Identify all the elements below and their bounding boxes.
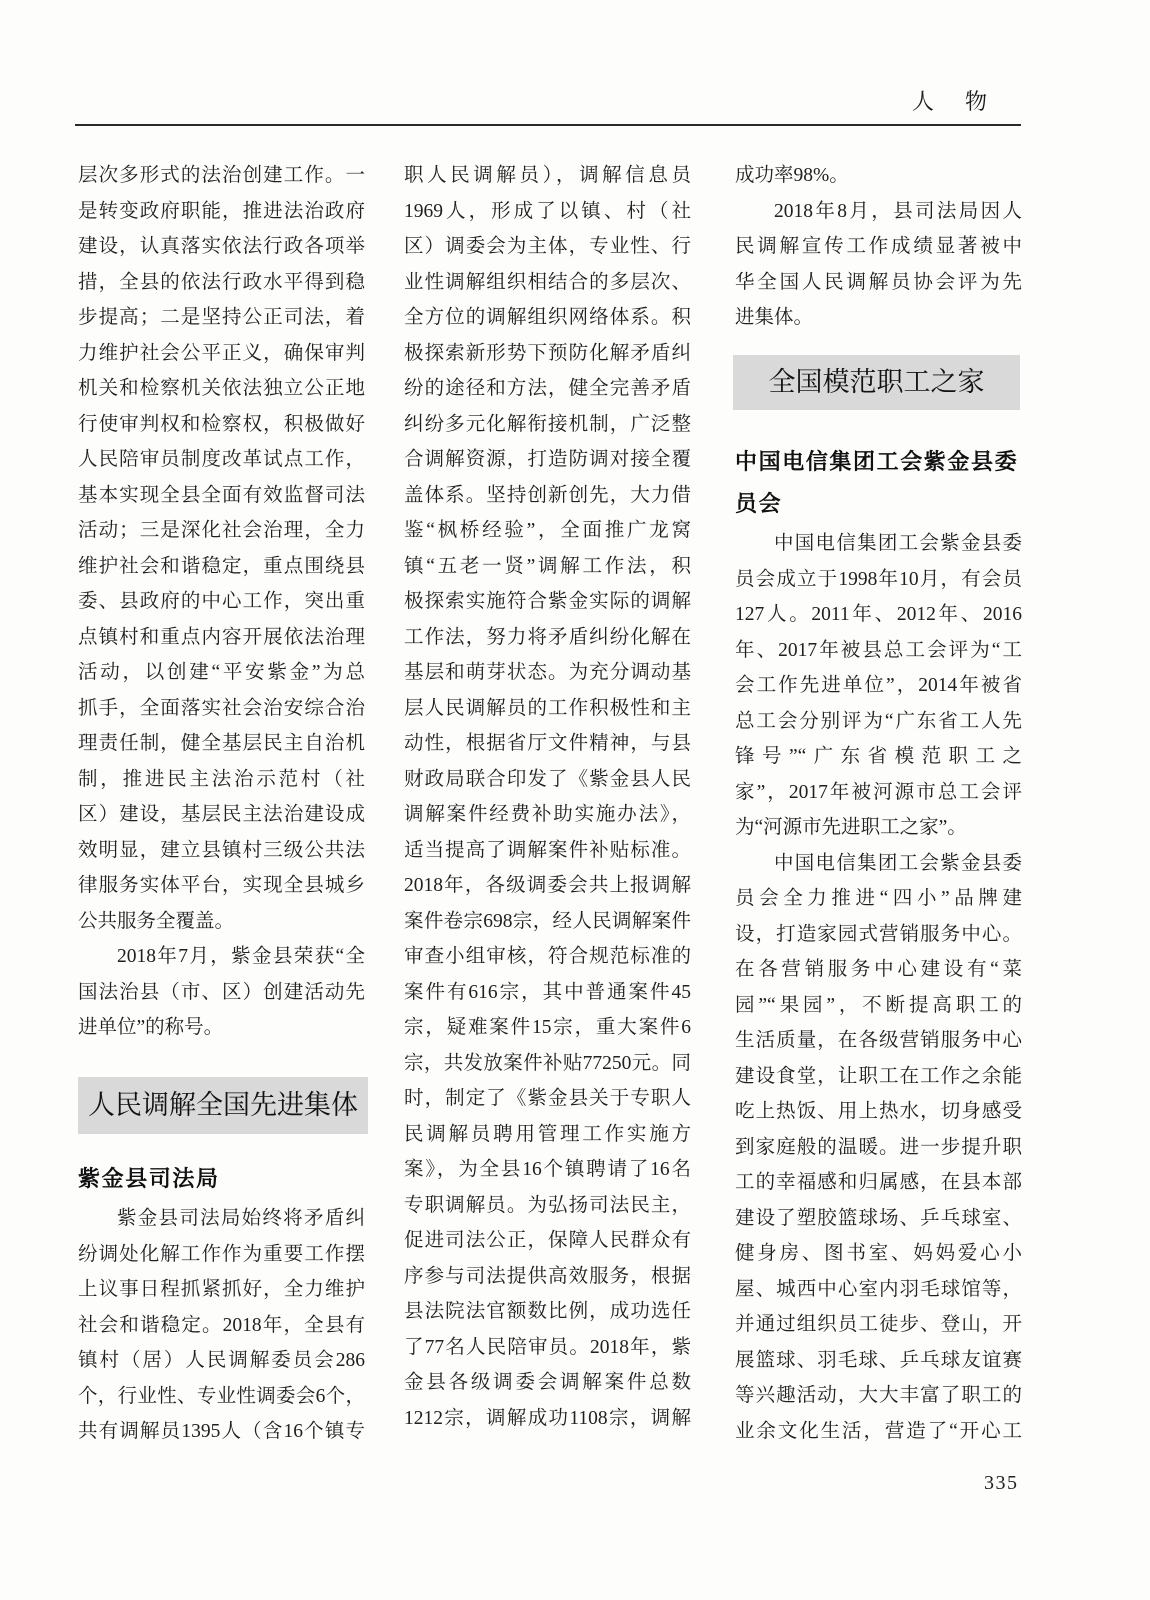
text-line: 业余文化生活，营造了“开心工 <box>735 1420 1022 1442</box>
text-line: 极探索实施符合紫金实际的调解 <box>404 591 691 612</box>
text-line: 活动，以创建“平安紫金”为总 <box>78 662 365 683</box>
text-line: 为“河源市先进职工之家”。 <box>735 817 967 838</box>
text-line: 到家庭般的温暖。进一步提升职 <box>735 1136 1022 1158</box>
text-line: 调解案件经费补助实施办法》， <box>404 804 691 825</box>
text-line: 效明显，建立县镇村三级公共法 <box>78 839 365 861</box>
page-number: 335 <box>984 1472 1019 1494</box>
text-line: 2018年，各级调委会共上报调解 <box>404 875 691 896</box>
paragraph-entry-text <box>78 1201 365 1450</box>
text-line: 等兴趣活动，大大丰富了职工的 <box>735 1385 1022 1406</box>
text-line: 共有调解员1395人（含16个镇专 <box>78 1421 365 1442</box>
text-line: 工作法，努力将矛盾纠纷化解在 <box>404 626 691 648</box>
text-line: 了77名人民陪审员。2018年，紫 <box>404 1336 691 1358</box>
text-line: 制，推进民主法治示范村（社 <box>78 768 365 790</box>
text-line: 家”，2017年被河源市总工会评 <box>735 781 1022 803</box>
text-line: 案》，为全县16个镇聘请了16名 <box>404 1159 691 1180</box>
text-line: 财政局联合印发了《紫金县人民 <box>404 768 691 790</box>
text-line: 员会全力推进“四小”品牌建 <box>735 888 1022 909</box>
text-line: 上议事日程抓紧抓好，全力维护 <box>78 1279 365 1300</box>
text-line: 纷调处化解工作作为重要工作摆 <box>78 1243 365 1265</box>
entry-title: 中国电信集团工会紫金县委员会 <box>735 450 1019 517</box>
text-line: 成功率98%。 <box>735 165 849 186</box>
text-line: 案件有616宗，其中普通案件45 <box>404 981 691 1003</box>
text-line: 吃上热饭、用上热水，切身感受 <box>735 1101 1022 1122</box>
text-line: 中国电信集团工会紫金县委 <box>774 533 1022 554</box>
text-line: 国法治县（市、区）创建活动先 <box>78 981 365 1003</box>
text-line: 职人民调解员），调解信息员 <box>404 165 691 186</box>
text-line: 屋、城西中心室内羽毛球馆等， <box>735 1278 1022 1300</box>
text-line: 民调解宣传工作成绩显著被中 <box>735 236 1022 257</box>
text-line: 纷的途径和方法，健全完善矛盾 <box>404 378 691 399</box>
text-line: 健身房、图书室、妈妈爱心小 <box>735 1243 1022 1264</box>
text-line: 案件卷宗698宗，经人民调解案件 <box>404 910 691 932</box>
text-line: 员会成立于1998年10月，有会员 <box>735 568 1022 590</box>
text-line: 镇“五老一贤”调解工作法，积 <box>404 555 691 577</box>
text-line: 序参与司法提供高效服务，根据 <box>404 1265 691 1287</box>
text-line: 生活质量，在各级营销服务中心 <box>735 1030 1022 1051</box>
text-line: 步提高；二是坚持公正司法，着 <box>78 307 365 328</box>
text-line: 年、2017年被县总工会评为“工 <box>735 639 1022 661</box>
text-line: 在各营销服务中心建设有“菜 <box>735 959 1022 980</box>
text-line: 律服务实体平台，实现全县城乡 <box>78 875 365 896</box>
text-line: 工的幸福感和归属感，在县本部 <box>735 1172 1022 1193</box>
text-line: 会工作先进单位”，2014年被省 <box>735 675 1022 696</box>
text-line: 极探索新形势下预防化解矛盾纠 <box>404 342 691 364</box>
text-line: 区）建设，基层民主法治建设成 <box>78 804 365 825</box>
text-line: 委、县政府的中心工作，突出重 <box>78 591 365 612</box>
text-line: 基层和萌芽状态。为充分调动基 <box>404 662 691 683</box>
entry-title: 紫金县司法局 <box>78 1167 220 1192</box>
text-line: 园”“果园”，不断提高职工的 <box>735 994 1022 1016</box>
text-line: 建设，认真落实依法行政各项举 <box>78 236 365 257</box>
text-line: 锋号”“广东省模范职工之 <box>735 746 1022 767</box>
text-line: 机关和检察机关依法独立公正地 <box>78 378 365 399</box>
running-head: 人物 <box>912 90 1019 115</box>
text-line: 活动；三是深化社会治理，全力 <box>78 520 365 541</box>
text-line: 建设了塑胶篮球场、乒乓球室、 <box>735 1207 1022 1229</box>
text-line: 华全国人民调解员协会评为先 <box>735 271 1022 293</box>
text-line: 业性调解组织相结合的多层次、 <box>404 271 691 293</box>
text-line: 时，制定了《紫金县关于专职人 <box>404 1088 691 1109</box>
paragraph-entry-intro <box>735 526 1022 846</box>
text-line: 县法院法官额数比例，成功选任 <box>404 1301 691 1322</box>
text-line: 镇村（居）人民调解委员会286 <box>78 1350 365 1371</box>
text-line: 纠纷多元化解衔接机制，广泛整 <box>404 413 691 435</box>
text-line: 1212宗，调解成功1108宗，调解 <box>404 1407 691 1429</box>
text-line: 宗，共发放案件补贴77250元。同 <box>404 1052 691 1074</box>
text-line: 并通过组织员工徒步、登山，开 <box>735 1314 1022 1335</box>
text-line: 全方位的调解组织网络体系。积 <box>404 307 691 328</box>
text-line: 人民陪审员制度改革试点工作， <box>78 449 365 470</box>
text-line: 进单位”的称号。 <box>78 1017 224 1038</box>
text-line: 总工会分别评为“广东省工人先 <box>735 710 1022 732</box>
text-line: 公共服务全覆盖。 <box>78 910 235 932</box>
text-line: 建设食堂，让职工在工作之余能 <box>735 1065 1022 1087</box>
text-line: 力维护社会公平正义，确保审判 <box>78 342 365 364</box>
text-line: 鉴“枫桥经验”，全面推广龙窝 <box>404 520 691 541</box>
text-line: 行使审判权和检察权，积极做好 <box>78 413 365 435</box>
paragraph-entry-text <box>735 846 1022 1450</box>
text-line: 是转变政府职能，推进法治政府 <box>78 200 365 222</box>
text-line: 维护社会和谐稳定，重点围绕县 <box>78 555 365 577</box>
text-line: 基本实现全县全面有效监督司法 <box>78 484 365 506</box>
text-line: 金县各级调委会调解案件总数 <box>404 1372 691 1393</box>
text-line: 盖体系。坚持创新创先，大力借 <box>404 484 691 506</box>
paragraph-award-note <box>735 194 1022 336</box>
section-banner: 人民调解全国先进集体 <box>78 1077 368 1134</box>
text-line: 中国电信集团工会紫金县委 <box>774 852 1022 874</box>
header-rule <box>75 124 1021 126</box>
text-line: 个，行业性、专业性调委会6个， <box>78 1385 365 1407</box>
text-line: 社会和谐稳定。2018年，全县有 <box>78 1314 365 1336</box>
text-line: 设，打造家园式营销服务中心。 <box>735 923 1022 945</box>
text-line: 抓手，全面落实社会治安综合治 <box>78 697 365 719</box>
text-line: 层次多形式的法治创建工作。一 <box>78 165 365 186</box>
text-line: 促进司法公正，保障人民群众有 <box>404 1230 691 1251</box>
text-line: 专职调解员。为弘扬司法民主， <box>404 1194 691 1216</box>
column-left <box>78 158 365 1450</box>
text-line: 区）调委会为主体，专业性、行 <box>404 236 691 257</box>
text-line: 适当提高了调解案件补贴标准。 <box>404 839 691 861</box>
text-line: 2018年7月，紫金县荣获“全 <box>117 946 365 967</box>
column-right <box>735 158 1022 1449</box>
text-line: 127人。2011年、2012年、2016 <box>735 604 1022 625</box>
text-line: 宗，疑难案件15宗，重大案件6 <box>404 1017 691 1038</box>
text-line: 1969人，形成了以镇、村（社 <box>404 200 691 222</box>
text-line: 进集体。 <box>735 307 814 328</box>
paragraph-award-note <box>78 939 365 1046</box>
paragraph-entry-text-continued <box>404 158 691 1436</box>
text-line: 展篮球、羽毛球、乒乓球友谊赛 <box>735 1349 1022 1371</box>
paragraph-intro-tail <box>78 158 365 939</box>
column-middle <box>404 158 691 1436</box>
text-line: 民调解员聘用管理工作实施方 <box>404 1123 691 1145</box>
text-line: 措，全县的依法行政水平得到稳 <box>78 271 365 293</box>
text-line: 合调解资源，打造防调对接全覆 <box>404 449 691 470</box>
text-line: 理责任制，健全基层民主自治机 <box>78 733 365 754</box>
section-banner: 全国模范职工之家 <box>733 355 1020 410</box>
paragraph-entry-text-end <box>735 158 1022 194</box>
text-line: 动性，根据省厅文件精神，与县 <box>404 733 691 754</box>
text-line: 紫金县司法局始终将矛盾纠 <box>117 1208 365 1229</box>
text-line: 层人民调解员的工作积极性和主 <box>404 697 691 719</box>
text-line: 2018年8月，县司法局因人 <box>774 200 1022 222</box>
text-line: 审查小组审核，符合规范标准的 <box>404 946 691 967</box>
text-line: 点镇村和重点内容开展依法治理 <box>78 626 365 648</box>
